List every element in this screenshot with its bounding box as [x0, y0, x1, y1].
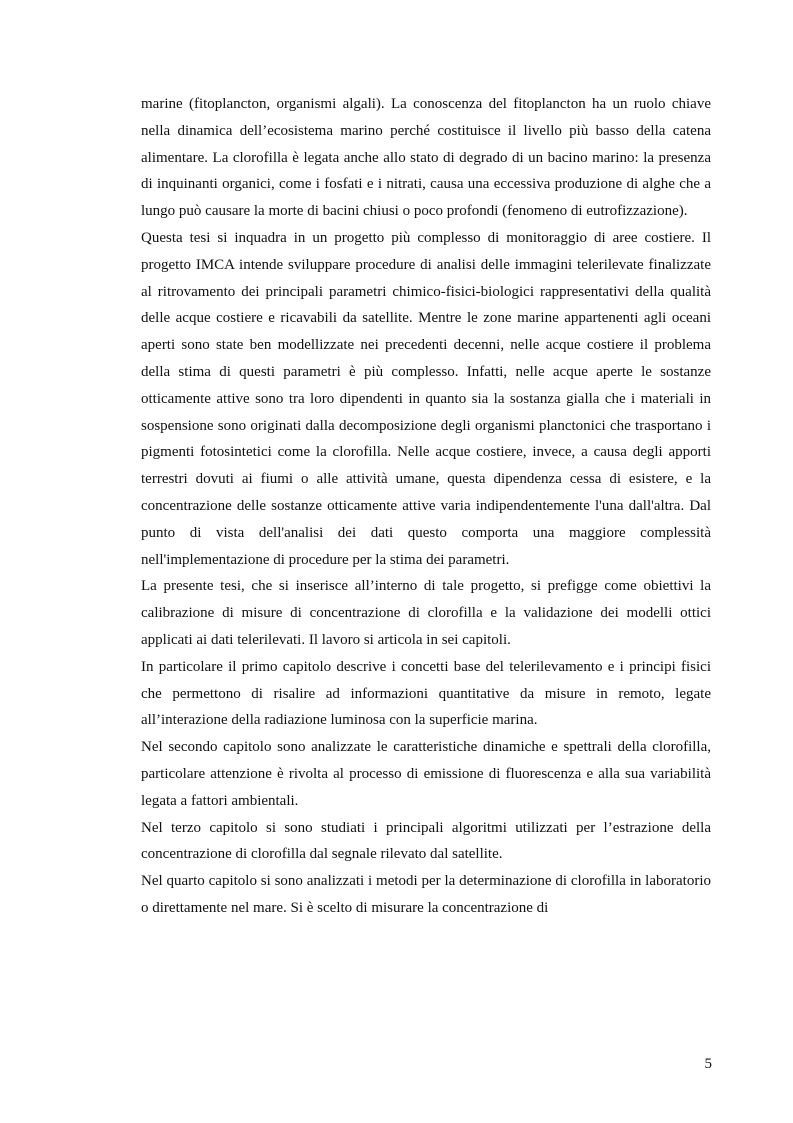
- paragraph-intro-phytoplankton: marine (fitoplancton, organismi algali). La conoscenza del fitoplancton ha un ruolo chiave nella dinamica dell’ecosistema marino perché costituisce il livello più basso della catena alimentare. La clorofilla è legata anche allo stato di degrado di un bacino marino: la presenza di inquinanti organici, come i fosfati e i nitrati, causa una eccessiva produzione di alghe che a lungo può causare la morte di bacini chiusi o poco profondi (fenomeno di eutrofizzazione).: [141, 96, 711, 220]
- paragraph-chapter-two: Nel secondo capitolo sono analizzate le caratteristiche dinamiche e spettrali della clorofilla, particolare attenzione è rivolta al processo di emissione di fluorescenza e alla sua variabilità legata a fattori ambientali.: [141, 739, 711, 809]
- paragraph-imca-project: Questa tesi si inquadra in un progetto più complesso di monitoraggio di aree costiere. Il progetto IMCA intende sviluppare procedure di analisi delle immagini telerilevate finalizzate al ritrovamento dei principali parametri chimico-fisici-biologici rappresentativi della qualità delle acque costiere e ricavabili da satellite. Mentre le zone marine appartenenti agli oceani aperti sono state ben modellizzate nei precedenti decenni, nelle acque costiere il problema della stima di questi parametri è più complesso. Infatti, nelle acque aperte le sostanze otticamente attive sono tra loro dipendenti in quanto sia la sostanza gialla che i materiali in sospensione sono originati dalla decomposizione degli organismi planctonici che trasportano i pigmenti fotosintetici come la clorofilla. Nelle acque costiere, invece, a causa degli apporti terrestri dovuti ai fiumi o alle attività umane, questa dipendenza cessa di esistere, e la concentrazione delle sostanze otticamente attive varia indipendentemente l'una dall'altra. Dal punto di vista dell'analisi dei dati questo comporta una maggiore complessità nell'implementazione di procedure per la stima dei parametri.: [141, 229, 711, 568]
- paragraph-chapter-three: Nel terzo capitolo si sono studiati i principali algoritmi utilizzati per l’estrazione della concentrazione di clorofilla dal segnale rilevato dal satellite.: [141, 819, 711, 863]
- page-number: 5: [704, 1056, 712, 1072]
- body-text: [141, 91, 711, 922]
- paragraph-thesis-objectives: La presente tesi, che si inserisce all’interno di tale progetto, si prefigge come obiettivi la calibrazione di misure di concentrazione di clorofilla e la validazione dei modelli ottici applicati ai dati telerilevati. Il lavoro si articola in sei capitoli.: [141, 578, 711, 648]
- paragraph-chapter-one: In particolare il primo capitolo descrive i concetti base del telerilevamento e i principi fisici che permettono di risalire ad informazioni quantitative da misure in remoto, legate all’interazione della radiazione luminosa con la superficie marina.: [141, 658, 711, 729]
- paragraph-chapter-four: Nel quarto capitolo si sono analizzati i metodi per la determinazione di clorofilla in laboratorio o direttamente nel mare. Si è scelto di misurare la concentrazione di: [141, 873, 711, 916]
